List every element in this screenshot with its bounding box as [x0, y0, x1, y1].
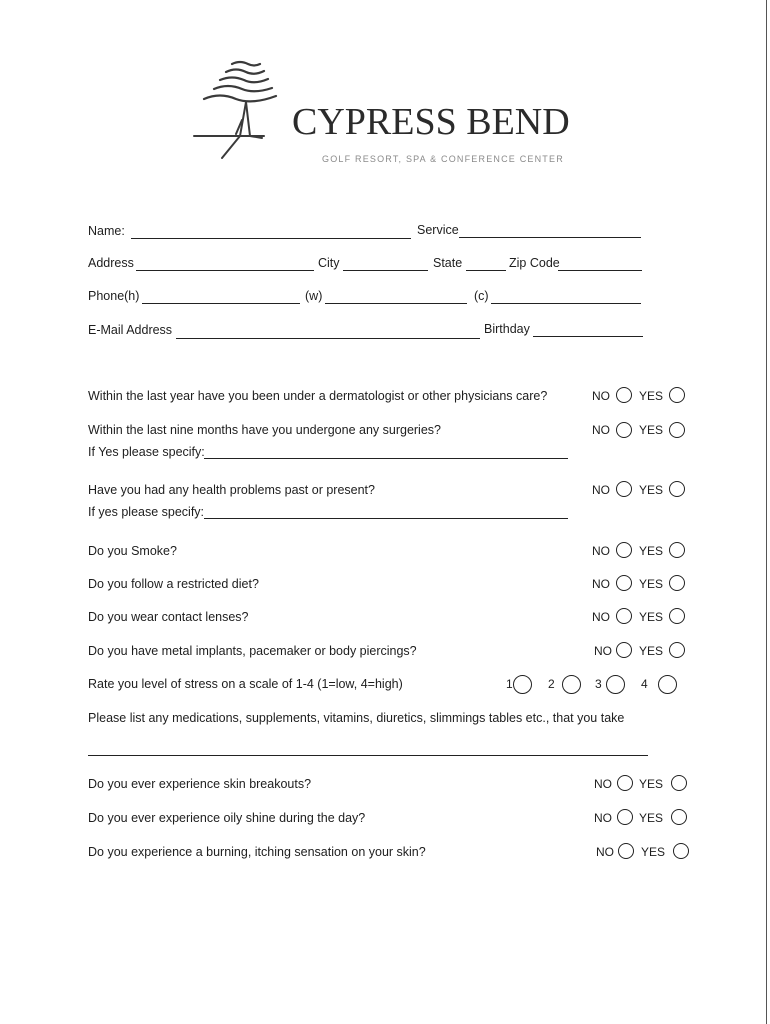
no-radio[interactable]	[616, 608, 632, 624]
stress-radio-2[interactable]	[562, 675, 581, 694]
brand-name: CYPRESS BEND	[292, 101, 570, 143]
name-field[interactable]	[131, 238, 411, 239]
no-label: NO	[592, 610, 610, 624]
email-field[interactable]	[176, 338, 480, 339]
state-label: State	[433, 256, 463, 270]
no-label: NO	[592, 544, 610, 558]
yes-radio[interactable]	[669, 642, 685, 658]
stress-label-2: 2	[548, 677, 555, 691]
no-label: NO	[594, 644, 612, 658]
yes-radio[interactable]	[671, 775, 687, 791]
city-field[interactable]	[343, 270, 428, 271]
yes-radio[interactable]	[669, 387, 685, 403]
phone-cell-field[interactable]	[491, 303, 641, 304]
health-specify-label: If yes please specify:	[88, 505, 205, 519]
phone-work-field[interactable]	[325, 303, 467, 304]
stress-label-1: 1	[506, 677, 513, 691]
stress-label-3: 3	[595, 677, 602, 691]
yes-label: YES	[639, 577, 664, 591]
yes-radio[interactable]	[669, 608, 685, 624]
yes-radio[interactable]	[669, 481, 685, 497]
question-skin-breakouts: Do you ever experience skin breakouts?	[88, 777, 312, 791]
yes-label: YES	[639, 483, 664, 497]
question-oily-shine: Do you ever experience oily shine during the day?	[88, 811, 366, 825]
health-specify-field[interactable]	[204, 518, 568, 519]
birthday-label: Birthday	[484, 322, 530, 336]
yes-label: YES	[639, 610, 664, 624]
no-radio[interactable]	[616, 422, 632, 438]
question-dermatologist: Within the last year have you been under a dermatologist or other physicians care?	[88, 389, 548, 403]
surgeries-specify-label: If Yes please specify:	[88, 445, 205, 459]
stress-label-4: 4	[641, 677, 648, 691]
no-radio[interactable]	[617, 775, 633, 791]
yes-label: YES	[639, 544, 664, 558]
yes-label: YES	[639, 423, 664, 437]
address-field[interactable]	[136, 270, 314, 271]
no-label: NO	[592, 483, 610, 497]
question-implants: Do you have metal implants, pacemaker or body piercings?	[88, 644, 417, 658]
yes-radio[interactable]	[669, 422, 685, 438]
no-label: NO	[592, 423, 610, 437]
stress-radio-3[interactable]	[606, 675, 625, 694]
birthday-field[interactable]	[533, 336, 643, 337]
stress-radio-4[interactable]	[658, 675, 677, 694]
yes-radio[interactable]	[669, 542, 685, 558]
no-label: NO	[596, 845, 614, 859]
yes-label: YES	[639, 777, 664, 791]
question-smoke: Do you Smoke?	[88, 544, 177, 558]
no-label: NO	[592, 389, 610, 403]
question-diet: Do you follow a restricted diet?	[88, 577, 259, 591]
yes-radio[interactable]	[673, 843, 689, 859]
no-label: NO	[594, 777, 612, 791]
yes-label: YES	[639, 811, 664, 825]
cypress-tree-logo-icon	[192, 58, 292, 160]
question-health-problems: Have you had any health problems past or present?	[88, 483, 375, 497]
no-radio[interactable]	[616, 481, 632, 497]
no-label: NO	[592, 577, 610, 591]
email-label: E-Mail Address	[88, 323, 173, 337]
surgeries-specify-field[interactable]	[204, 458, 568, 459]
question-stress-level: Rate you level of stress on a scale of 1-4 (1=low, 4=high)	[88, 677, 403, 691]
page-edge	[766, 0, 767, 1024]
zip-field[interactable]	[558, 270, 642, 271]
no-radio[interactable]	[618, 843, 634, 859]
stress-radio-1[interactable]	[513, 675, 532, 694]
yes-label: YES	[639, 389, 664, 403]
no-radio[interactable]	[616, 387, 632, 403]
yes-label: YES	[639, 644, 664, 658]
phone-work-label: (w)	[305, 289, 323, 303]
phone-home-field[interactable]	[142, 303, 300, 304]
question-surgeries: Within the last nine months have you undergone any surgeries?	[88, 423, 441, 437]
no-radio[interactable]	[616, 575, 632, 591]
medications-field[interactable]	[88, 755, 648, 756]
city-label: City	[318, 256, 340, 270]
no-radio[interactable]	[617, 809, 633, 825]
phone-cell-label: (c)	[474, 289, 489, 303]
no-label: NO	[594, 811, 612, 825]
zip-label: Zip Code	[509, 256, 560, 270]
no-radio[interactable]	[616, 542, 632, 558]
state-field[interactable]	[466, 270, 506, 271]
phone-home-label: Phone(h)	[88, 289, 140, 303]
yes-radio[interactable]	[669, 575, 685, 591]
service-label: Service	[417, 223, 459, 237]
brand-tagline: GOLF RESORT, SPA & CONFERENCE CENTER	[322, 154, 564, 164]
name-label: Name:	[88, 224, 125, 238]
question-burning-itching: Do you experience a burning, itching sensation on your skin?	[88, 845, 426, 859]
question-medications: Please list any medications, supplements, vitamins, diuretics, slimmings tables etc., that you take	[88, 711, 625, 725]
yes-label: YES	[641, 845, 666, 859]
no-radio[interactable]	[616, 642, 632, 658]
service-field[interactable]	[459, 237, 641, 238]
yes-radio[interactable]	[671, 809, 687, 825]
address-label: Address	[88, 256, 134, 270]
question-contacts: Do you wear contact lenses?	[88, 610, 249, 624]
